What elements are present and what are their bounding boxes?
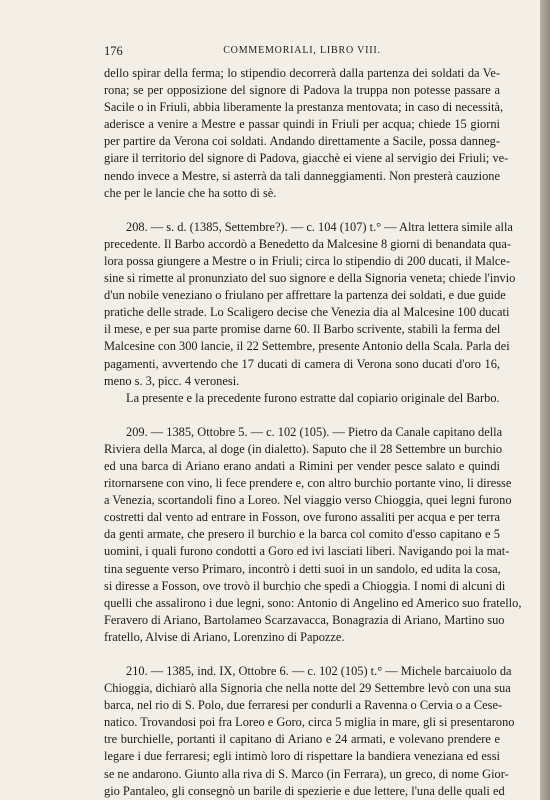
text-line: legare i due ferraresi; egli intimò loro di rispettare la bandiera veneziana ed essi — [104, 749, 500, 764]
text-line: se ne andarono. Giunto alla riva di S. Marco (in Ferrara), un greco, di nome Gior- — [104, 766, 509, 781]
entry-210 — [104, 663, 515, 800]
text-line: tina seguente verso Primaro, incontrò i detti suoi in un sandolo, ed udita la cosa, — [104, 561, 501, 576]
text-line: barca, nel rio di S. Polo, due ferraresi per condurli a Ravenna o Cervia o a Cese- — [104, 698, 503, 713]
page-edge-shadow — [540, 0, 550, 800]
text-line: pagamenti, avvertendo che 17 ducati di camera di Verona sono ducati d'oro 16, — [104, 356, 500, 371]
text-line: d'un nobile veneziano o friulano per affrettare la partenza dei soldati, e due guide — [104, 288, 506, 303]
text-line: precedente. Il Barbo accordò a Benedetto da Malcesine 8 giorni di benandata qua- — [104, 236, 511, 251]
text-line: ritornarsene con vino, li fece prendere e, con altro burchio portante vino, li diresse — [104, 476, 512, 491]
entry-208 — [104, 219, 516, 407]
text-line: il mese, e per sua parte promise darne 60. Il Barbo scrivente, stabilì la ferma del — [104, 322, 501, 337]
text-line: si diresse a Fosson, ove trovò il burchio che spedì a Chioggia. I nomi di alcuni di — [104, 578, 506, 593]
page-header — [104, 44, 500, 60]
text-line: per partire da Verona coi soldati. Andando direttamente a Sacile, possa danneg- — [104, 134, 500, 149]
text-line: pratiche delle strade. Lo Scaligero decise che Venezia dia al Malcesine 100 ducati — [104, 305, 510, 320]
text-line: Riviera della Marca, al doge (in dialetto). Saputo che il 28 Settembre un burchio — [104, 441, 503, 456]
text-line: da genti armate, che presero il burchio e la barca col comito d'esso capitano e 5 — [104, 527, 500, 542]
text-line: ed una barca di Ariano erano andati a Rimini per vender pesce salato e quindi — [104, 458, 500, 473]
text-line: costretti dal vento ad entrare in Fosson, ove furono assaliti per acqua e per terra — [104, 510, 500, 525]
text-line: meno s. 3, picc. 4 veronesi. — [104, 373, 240, 388]
text-line: Sacile o in Friuli, abbia liberamente la prestanza mentovata; in caso di necessità, — [104, 100, 504, 115]
page-number: 176 — [104, 44, 123, 58]
text-line: fratello, Alvise di Ariano, Lorenzino di Papozze. — [104, 629, 345, 644]
text-line: Chioggia, dichiarò alla Signoria che nella notte del 29 Settembre levò con una sua — [104, 681, 511, 696]
entry-heading-line: 209. — 1385, Ottobre 5. — c. 102 (105). — Pietro da Canale capitano della — [126, 424, 503, 439]
running-head: COMMEMORIALI, LIBRO VIII. — [223, 45, 381, 56]
text-line: rona; se per opposizione del signore di Padova la truppa non potesse passare a — [104, 83, 500, 98]
text-line: a Venezia, scortandoli fino a Loreo. Nel viaggio verso Chioggia, quei legni furono — [104, 493, 512, 508]
entry-209 — [104, 424, 522, 646]
text-line: aderisce a venire a Mestre e passar quindi in Friuli per acqua; chiede 15 giorni — [104, 117, 500, 132]
text-line: quelli che assalirono i due legni, sono: Antonio di Angelino ed Americo suo fratello, — [104, 595, 522, 610]
text-line: sine si rimette al pronunziato del suo signore e della Signoria veneta; chiede l'invio — [104, 271, 516, 286]
text-line: lora possa giungere a Mestre o in Friuli; circa lo stipendio di 200 ducati, il Malce- — [104, 253, 511, 268]
entry-heading-line: 208. — s. d. (1385, Settembre?). — c. 104 (107) t.° — Altra lettera simile alla — [126, 219, 513, 234]
text-line: tre burchielle, portanti il capitano di Ariano e 24 armati, e volevano prendere e — [104, 732, 500, 747]
text-line: nendo invece a Mestre, si asterrà da tali danneggiamenti. Non presterà cauzione — [104, 168, 500, 183]
text-line: Feravero di Ariano, Bartolameo Scarzavacca, Bonagrazia di Ariano, Martino suo — [104, 612, 505, 627]
text-line: uomini, i quali furono condotti a Goro ed ivi lasciati liberi. Navigando poi la mat- — [104, 544, 510, 559]
continuation-paragraph — [104, 65, 509, 202]
body-text — [104, 65, 522, 800]
text-line: dello spirar della ferma; lo stipendio decorrerà dalla partenza dei soldati da Ve- — [104, 66, 500, 80]
text-line: Malcesine con 300 lancie, il 22 Settembre, presente Antonio della Scala. Parla dei — [104, 339, 510, 354]
text-line: gio Pantaleo, gli consegnò un barile di spezierie e due lettere, l'una delle quali ed — [104, 783, 505, 798]
entry-heading-line: 210. — 1385, ind. IX, Ottobre 6. — c. 102 (105) t.° — Michele barcaiuolo da — [126, 664, 512, 678]
text-line: che per le lancie che ha sotto di sè. — [104, 185, 277, 200]
entry-208-note: La presente e la precedente furono estratte dal copiario originale del Barbo. — [126, 390, 500, 405]
text-line: giare il territorio del signore di Padova, giacchè ei viene al servigio dei Friuli; ve- — [104, 151, 509, 166]
text-line: natico. Trovandosi poi fra Loreo e Goro, circa 5 miglia in mare, gli si presentarono — [104, 715, 515, 730]
